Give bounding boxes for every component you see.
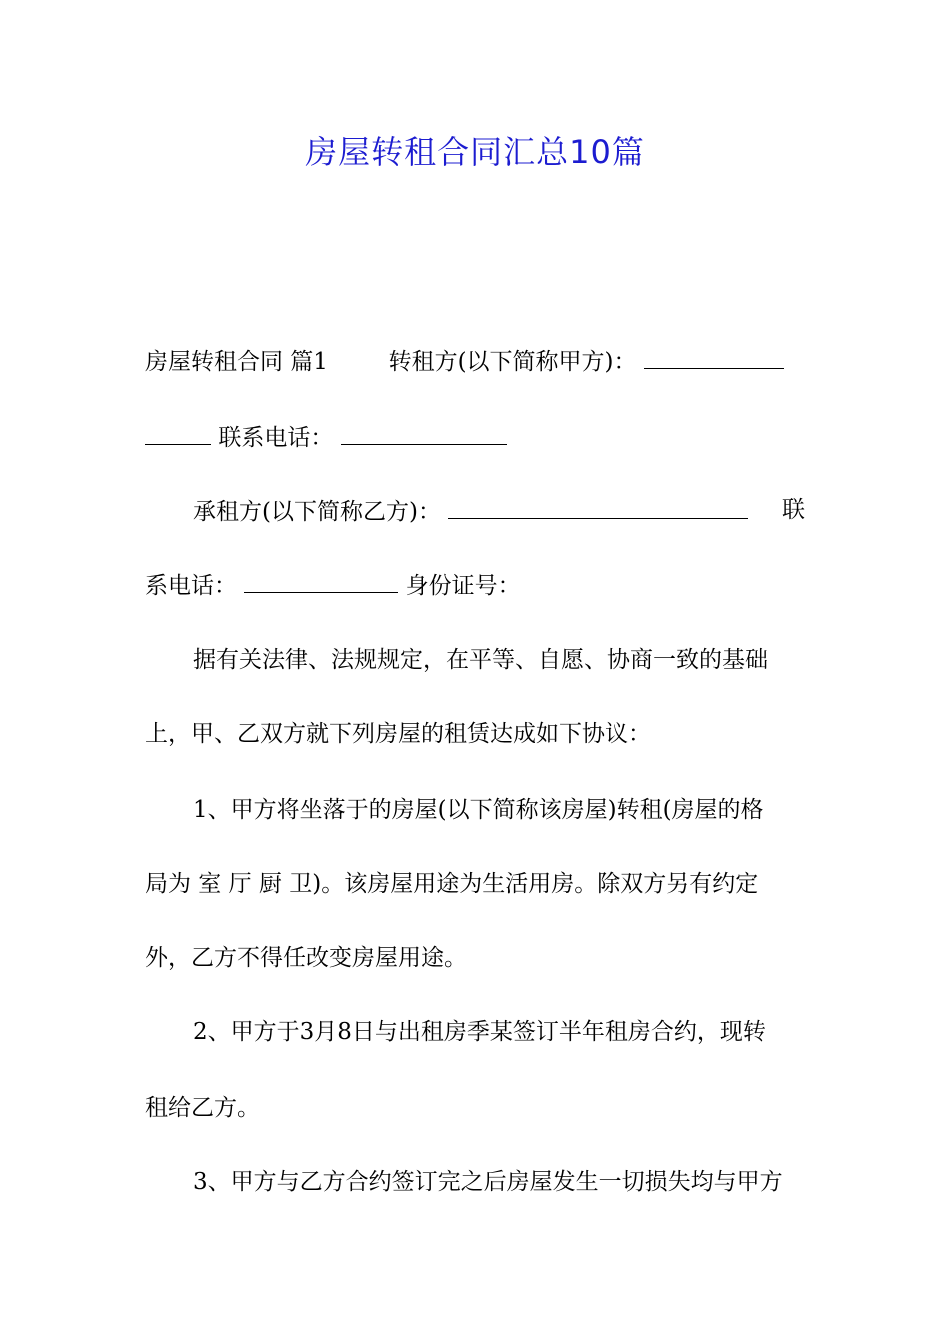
lessee-phone-label-part1: 联 <box>782 497 805 523</box>
article-heading: 房屋转租合同 篇1 <box>145 349 328 375</box>
id-number-label: 身份证号： <box>405 573 521 599</box>
paragraph-line: 据有关法律、法规规定，在平等、自愿、协商一致的基础 <box>193 647 768 673</box>
paragraph-line: 3、甲方与乙方合约签订完之后房屋发生一切损失均与甲方 <box>193 1169 783 1195</box>
paragraph-line: 租给乙方。 <box>145 1095 260 1121</box>
lessee-name-blank <box>448 494 748 519</box>
lessor-phone-blank <box>341 420 507 445</box>
document-title: 房屋转租合同汇总10篇 <box>305 133 645 171</box>
lessee-phone-blank <box>244 568 398 593</box>
paragraph-line: 局为 室 厅 厨 卫)。该房屋用途为生活用房。除双方另有约定 <box>145 871 759 897</box>
lessor-label: 转租方(以下简称甲方)： <box>388 349 637 375</box>
lessee-label: 承租方(以下简称乙方)： <box>193 499 441 525</box>
paragraph-line: 上，甲、乙双方就下列房屋的租赁达成如下协议： <box>145 721 651 747</box>
paragraph-line: 1、甲方将坐落于的房屋(以下简称该房屋)转租(房屋的格 <box>193 797 764 823</box>
paragraph-line <box>193 494 805 528</box>
paragraph-line <box>145 344 805 378</box>
paragraph-line: 2、甲方于3月8日与出租房季某签订半年租房合约，现转 <box>193 1019 766 1045</box>
lessor-name-blank-cont <box>145 420 211 445</box>
paragraph-line: 外，乙方不得任改变房屋用途。 <box>145 945 467 971</box>
lessor-phone-label: 联系电话： <box>218 425 334 451</box>
lessor-name-blank <box>644 344 784 369</box>
lessee-phone-label-part2: 系电话： <box>145 573 237 599</box>
paragraph-line <box>145 420 805 454</box>
paragraph-line <box>145 568 805 602</box>
